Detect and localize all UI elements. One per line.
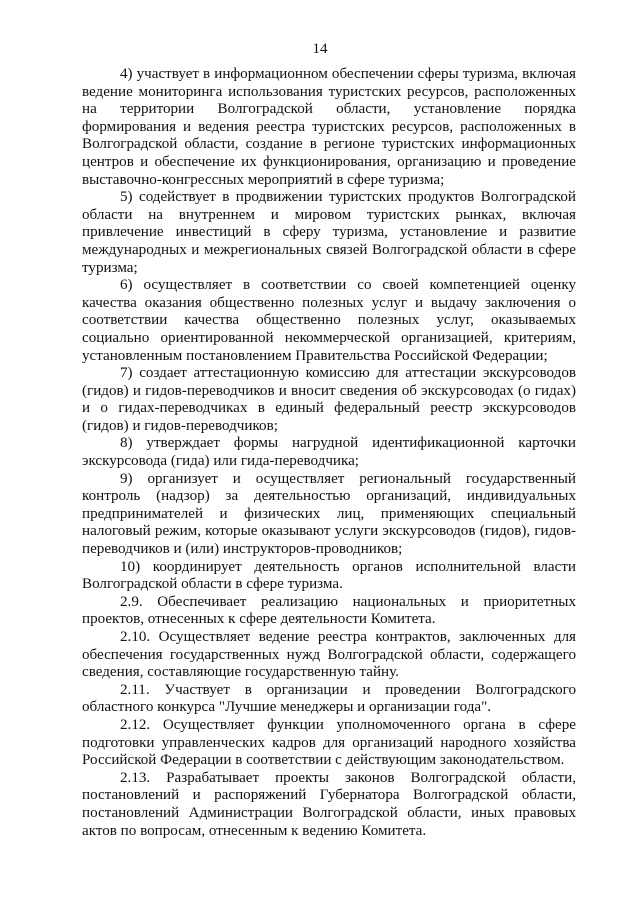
paragraph-section-2-13: 2.13. Разрабатывает проекты законов Волгоградской области, постановлений и распоряжений Губернатора Волгоградской области, постановлений Администрации Волгоградской области, иных правовых актов по вопросам, отнесенным к ведению Комитета. — [82, 769, 576, 839]
paragraph-item-7: 7) создает аттестационную комиссию для аттестации экскурсоводов (гидов) и гидов-переводчиков и вносит сведения об экскурсоводах (о гидах) и о гидах-переводчиках в единый федеральный реестр экскурсоводов (гидов) и гидов-переводчиков; — [82, 365, 576, 434]
page-number: 14 — [312, 41, 328, 57]
paragraph-item-9: 9) организует и осуществляет региональный государственный контроль (надзор) за деятельностью организаций, индивидуальных предпринимателей и физических лиц, применяющих специальный налоговый режим, которые оказывают услуги экскурсоводов (гидов), гидов-переводчиков и (или) инструкторов-проводников; — [82, 470, 576, 558]
paragraph-item-8: 8) утверждает формы нагрудной идентификационной карточки экскурсовода (гида) или гида-переводчика; — [82, 435, 576, 470]
paragraph-item-4: 4) участвует в информационном обеспечении сферы туризма, включая ведение мониторинга использования туристских ресурсов, расположенных на территории Волгоградской области, установление порядка формирования и ведения реестра туристских ресурсов, расположенных в Волгоградской области, создание в регионе туристских информационных центров и обеспечение их функционирования, организацию и проведение выставочно-конгрессных мероприятий в сфере туризма; — [82, 66, 576, 188]
paragraph-item-10: 10) координирует деятельность органов исполнительной власти Волгоградской области в сфере туризма. — [82, 558, 576, 593]
paragraph-section-2-12: 2.12. Осуществляет функции уполномоченного органа в сфере подготовки управленческих кадров для организаций народного хозяйства Российской Федерации в соответствии с действующим законодательством. — [82, 716, 576, 769]
paragraph-section-2-11: 2.11. Участвует в организации и проведении Волгоградского областного конкурса "Лучшие менеджеры и организации года". — [82, 681, 576, 716]
paragraph-section-2-9: 2.9. Обеспечивает реализацию национальных и приоритетных проектов, отнесенных к сфере деятельности Комитета. — [82, 593, 576, 628]
paragraph-item-6: 6) осуществляет в соответствии со своей компетенцией оценку качества оказания общественно полезных услуг и выдачу заключения о соответствии качества общественно полезных услуг, оказываемых социально ориентированной некоммерческой организацией, критериям, установленным постановлением Правительства Российской Федерации; — [82, 277, 576, 364]
paragraph-section-2-10: 2.10. Осуществляет ведение реестра контрактов, заключенных для обеспечения государственных нужд Волгоградской области, содержащего сведения, составляющие государственную тайну. — [82, 629, 576, 681]
document-body — [82, 66, 576, 840]
paragraph-item-5: 5) содействует в продвижении туристских продуктов Волгоградской области на внутреннем и мировом туристских рынках, включая привлечение инвестиций в сферу туризма, установление и развитие международных и межрегиональных связей Волгоградской области в сфере туризма; — [82, 189, 576, 276]
